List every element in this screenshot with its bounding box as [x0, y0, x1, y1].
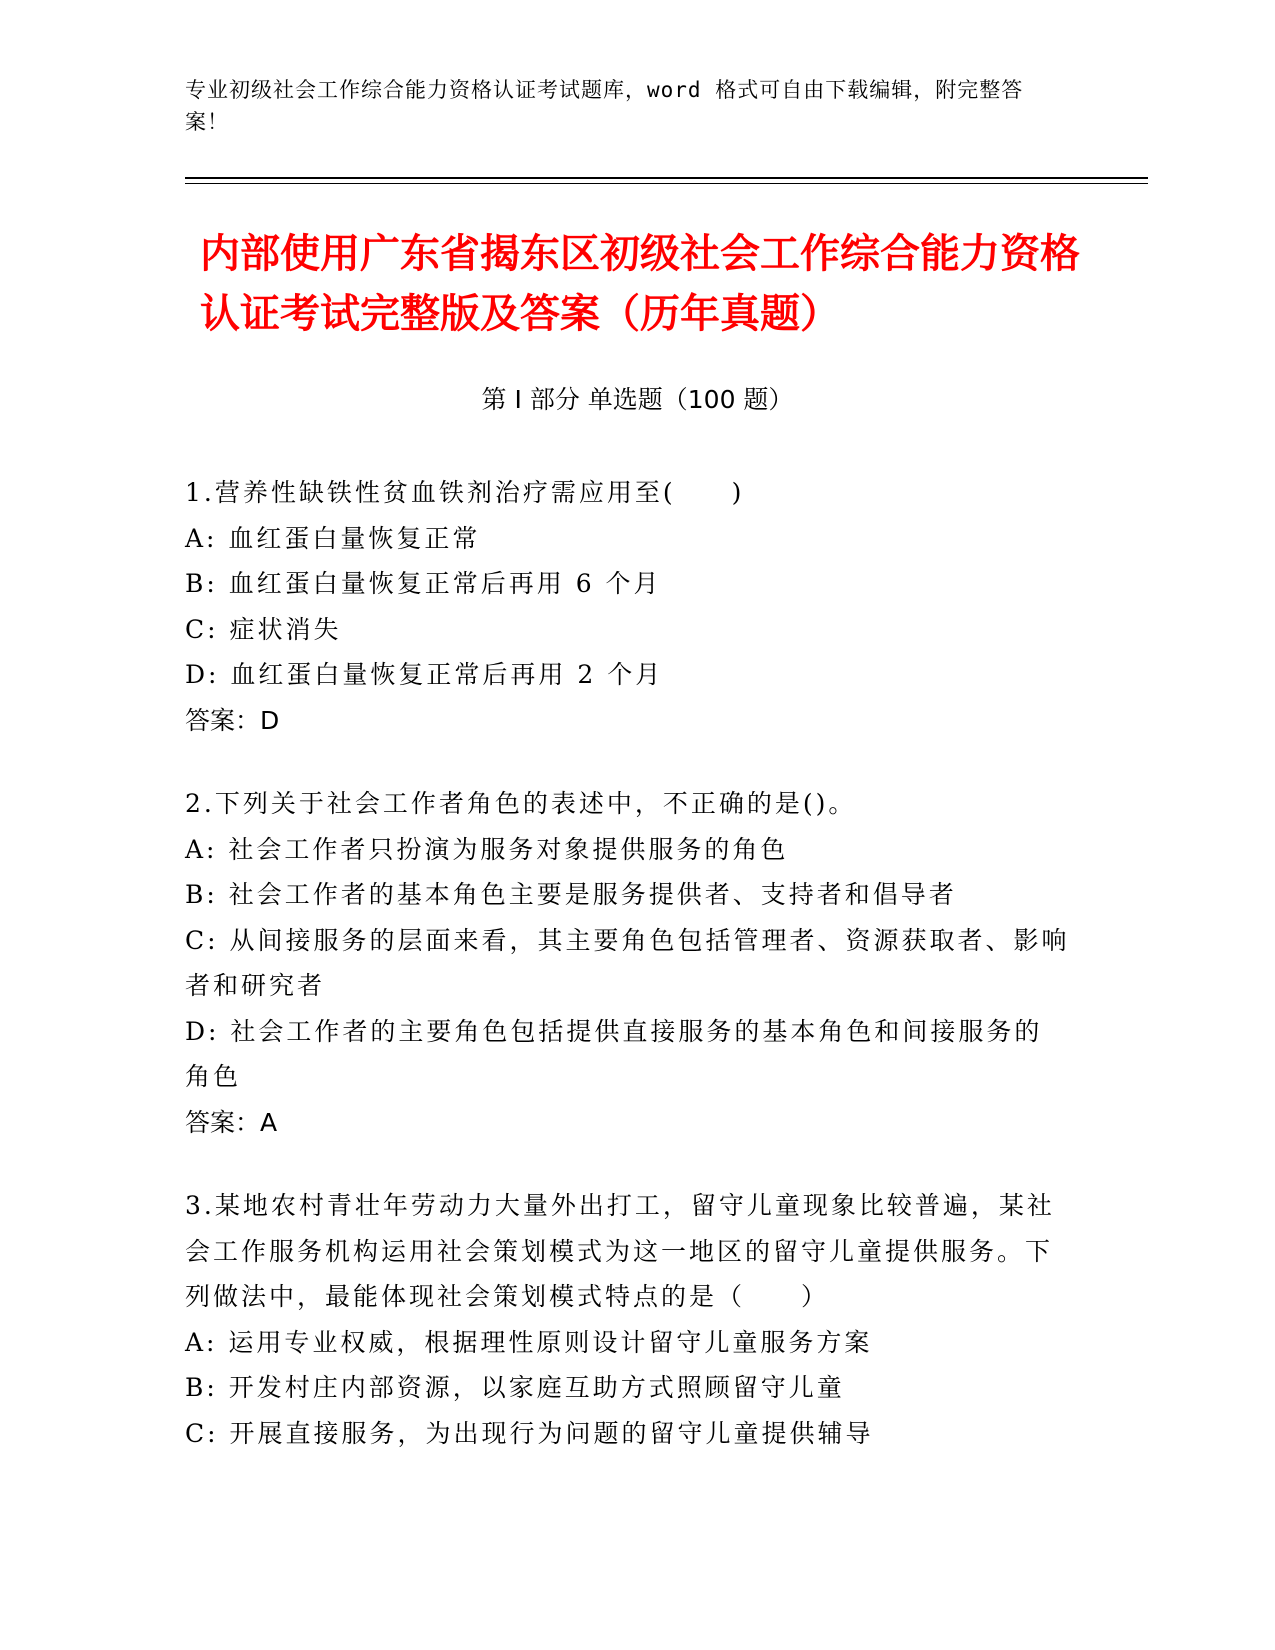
- answer-line: [185, 698, 1070, 744]
- answer-label: 答案：: [185, 705, 261, 735]
- answer-line: [185, 1100, 1070, 1146]
- question-stem: 2.下列关于社会工作者角色的表述中，不正确的是()。: [185, 789, 857, 818]
- option-c: C: 从间接服务的层面来看，其主要角色包括管理者、资源获取者、影响者和研究者: [185, 925, 1070, 1000]
- option-a: A: 血红蛋白量恢复正常: [185, 523, 481, 553]
- header-note: 专业初级社会工作综合能力资格认证考试题库，word 格式可自由下载编辑，附完整答案！: [185, 78, 1024, 134]
- answer-value: D: [260, 705, 280, 735]
- section-heading: 第 I 部分 单选题（100 题）: [481, 385, 794, 414]
- option-a: A: 社会工作者只扮演为服务对象提供服务的角色: [185, 834, 789, 864]
- header-rule-thick: [185, 177, 1148, 179]
- option-a: A: 运用专业权威，根据理性原则设计留守儿童服务方案: [185, 1327, 873, 1357]
- answer-label: 答案：: [185, 1107, 261, 1137]
- answer-value: A: [260, 1107, 278, 1137]
- document-title: 内部使用广东省揭东区初级社会工作综合能力资格认证考试完整版及答案（历年真题）: [200, 231, 1080, 337]
- question-stem: 3.某地农村青壮年劳动力大量外出打工，留守儿童现象比较普遍，某社会工作服务机构运用社会策划模式为这一地区的留守儿童提供服务。下列做法中，最能体现社会策划模式特点的是（ ）: [185, 1191, 1055, 1311]
- option-b: B: 开发村庄内部资源，以家庭互助方式照顾留守儿童: [185, 1373, 845, 1402]
- option-b: B: 血红蛋白量恢复正常后再用 6 个月: [185, 569, 662, 598]
- question-3: [185, 1183, 1070, 1456]
- option-d: D: 血红蛋白量恢复正常后再用 2 个月: [185, 660, 664, 689]
- option-d: D: 社会工作者的主要角色包括提供直接服务的基本角色和间接服务的角色: [185, 1016, 1043, 1091]
- option-c: C: 症状消失: [185, 614, 342, 644]
- question-stem: 1.营养性缺铁性贫血铁剂治疗需应用至( ): [185, 478, 745, 507]
- question-2: [185, 781, 1070, 1145]
- question-1: [185, 470, 1070, 743]
- header-rule-thin: [185, 183, 1148, 184]
- option-b: B: 社会工作者的基本角色主要是服务提供者、支持者和倡导者: [185, 880, 957, 909]
- question-list: [185, 470, 1070, 1494]
- option-c: C: 开展直接服务，为出现行为问题的留守儿童提供辅导: [185, 1418, 874, 1448]
